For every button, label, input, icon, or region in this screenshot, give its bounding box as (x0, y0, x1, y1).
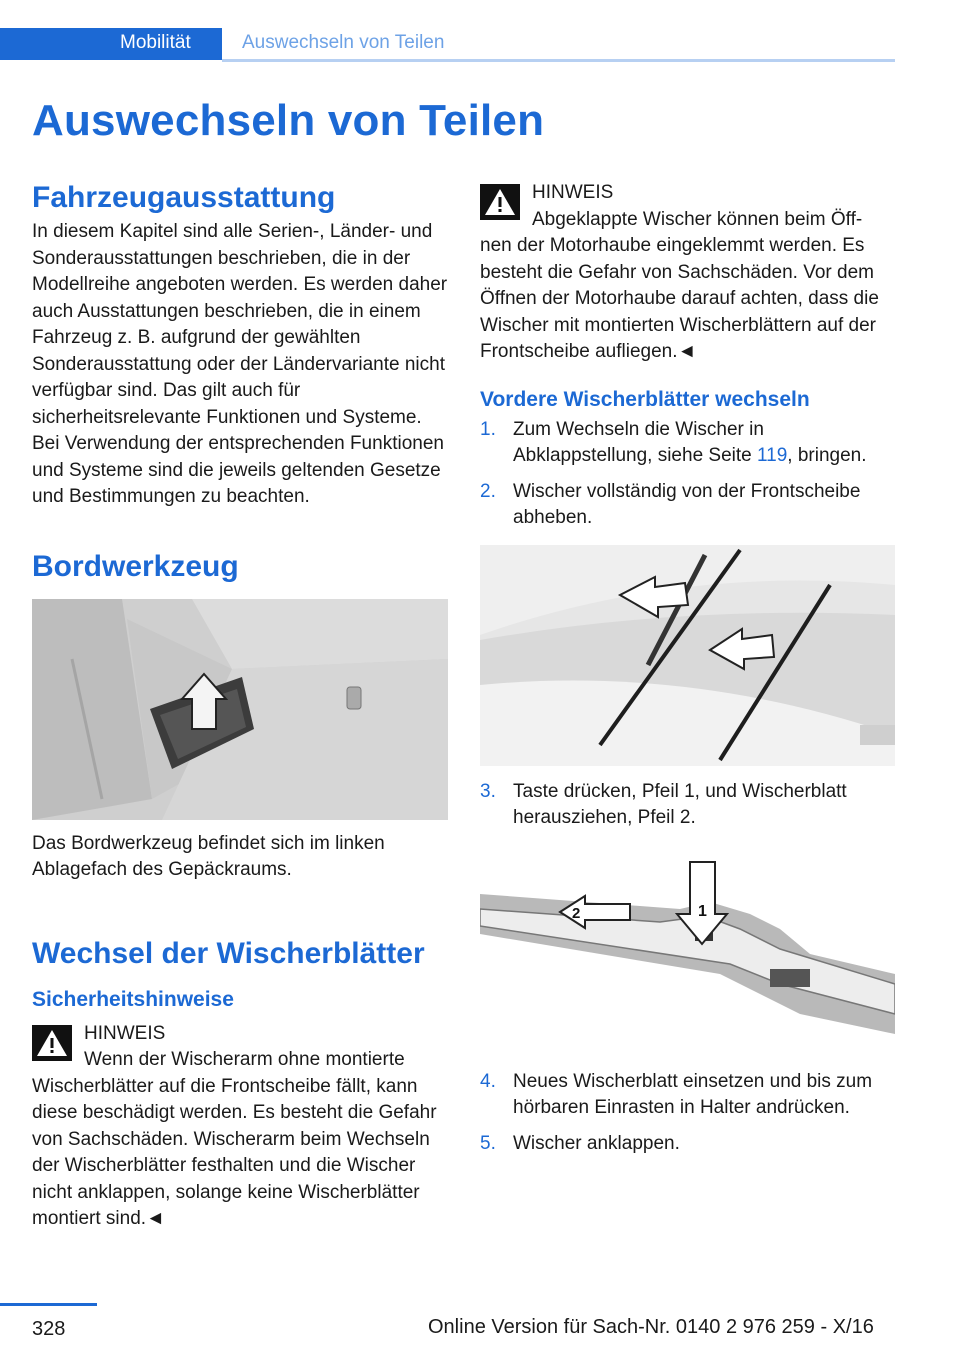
step-text: Taste drücken, Pfeil 1, und Wischerblatt herausziehen, Pfeil 2. (513, 780, 847, 829)
step-text: Zum Wechseln die Wischer in Abklappstellung, siehe Seite (513, 418, 764, 467)
bordwerkzeug-heading: Bordwerkzeug (32, 549, 239, 583)
chapter-tab: Auswechseln von Teilen (242, 32, 445, 53)
page-number: 328 (32, 1318, 66, 1340)
warning-text-first-line: Wenn der Wischerarm ohne montierte (84, 1049, 405, 1071)
sicherheitshinweise-heading: Sicherheitshinweise (32, 987, 234, 1011)
step-item (480, 417, 895, 470)
step-number: 2. (480, 480, 496, 502)
step-number: 4. (480, 1070, 496, 1092)
bordwerkzeug-caption: Das Bordwerkzeug befindet sich im linken Ablagefach des Gepäckraums. (32, 832, 385, 880)
warning-text: nen der Motorhaube eingeklemmt werden. Es besteht die Gefahr von Sachschäden. Vor dem Öffnen der Motorhaube darauf achten, dass die Wischer mit montierten Wischerblättern auf der Frontscheibe aufliegen.◄ (480, 235, 879, 362)
warning-text: Wischerblätter auf die Frontscheibe fällt, kann diese beschädigt werden. Es besteht die Gefahr von Sachschäden. Wischerarm beim Wechseln der Wischerblätter festhalten und die Wischer nicht anklappen, solange keine Wischerblätter montiert sind.◄ (32, 1075, 437, 1230)
right-column (480, 180, 895, 1166)
warning-text-first-line: Abgeklappte Wischer können beim Öff- (532, 208, 863, 230)
step-number: 1. (480, 418, 496, 440)
page-reference-link[interactable]: 119 (757, 445, 788, 467)
vordere-wischerblaetter-heading: Vordere Wischerblätter wechseln (480, 387, 810, 411)
warning-block-right (480, 180, 895, 366)
fahrzeugausstattung-text: In diesem Kapitel sind alle Serien-, Länder- und Sonderausstattungen beschrieben, die in der Modellreihe angeboten werden. Es werden daher auch Ausstattungen beschrieben, die in einem Fahrzeug z. B. aufgrund der gewählten Sonderausstattung oder der Ländervariante nicht verfügbar sind. Das gilt auch für sicherheitsrelevante Funktionen und Systeme. Bei Verwendung der entsprechenden Funktionen und Systeme sind die jeweils geltenden Gesetze und Bestimmungen zu beachten. (32, 221, 448, 507)
wiper-blade-release-illustration (480, 854, 895, 1054)
trunk-toolkit-figure (32, 599, 448, 820)
step-item (480, 779, 895, 832)
step-text: Wischer anklappen. (513, 1132, 680, 1154)
left-column (32, 180, 448, 1233)
wiper-blade-release-figure (480, 854, 895, 1054)
page-title: Auswechseln von Teilen (32, 96, 545, 145)
windshield-wiper-illustration (480, 545, 895, 766)
arrow-1-label: 1 (698, 902, 707, 920)
trunk-toolkit-illustration (32, 599, 448, 820)
step-item (480, 479, 895, 532)
page-header (0, 28, 895, 62)
warning-block-left (32, 1021, 448, 1233)
warning-triangle-icon (480, 184, 520, 220)
fahrzeugausstattung-heading: Fahrzeugausstattung (32, 181, 336, 214)
arrow-2-label: 2 (572, 904, 581, 922)
steps-list-a (480, 417, 895, 532)
warning-label: HINWEIS (84, 1022, 166, 1044)
warning-label: HINWEIS (532, 182, 614, 203)
wechsel-heading: Wechsel der Wischerblätter (32, 936, 425, 970)
footer-divider (0, 1303, 97, 1306)
step-text: , bringen. (787, 445, 867, 467)
online-version-text: Online Version für Sach-Nr. 0140 2 976 259 - X/16 (428, 1316, 874, 1338)
step-item (480, 1069, 895, 1122)
step-item (480, 1131, 895, 1158)
section-tab: Mobilität (0, 28, 222, 60)
step-number: 5. (480, 1132, 496, 1154)
step-text: Wischer vollständig von der Frontscheibe abheben. (513, 480, 861, 529)
header-divider (222, 59, 895, 62)
windshield-wiper-figure (480, 545, 895, 766)
step-text: Neues Wischerblatt einsetzen und bis zum hörbaren Einrasten in Halter andrücken. (513, 1070, 873, 1119)
step-number: 3. (480, 780, 496, 802)
steps-list-c (480, 1069, 895, 1158)
steps-list-b (480, 779, 895, 832)
warning-triangle-icon (32, 1025, 72, 1061)
